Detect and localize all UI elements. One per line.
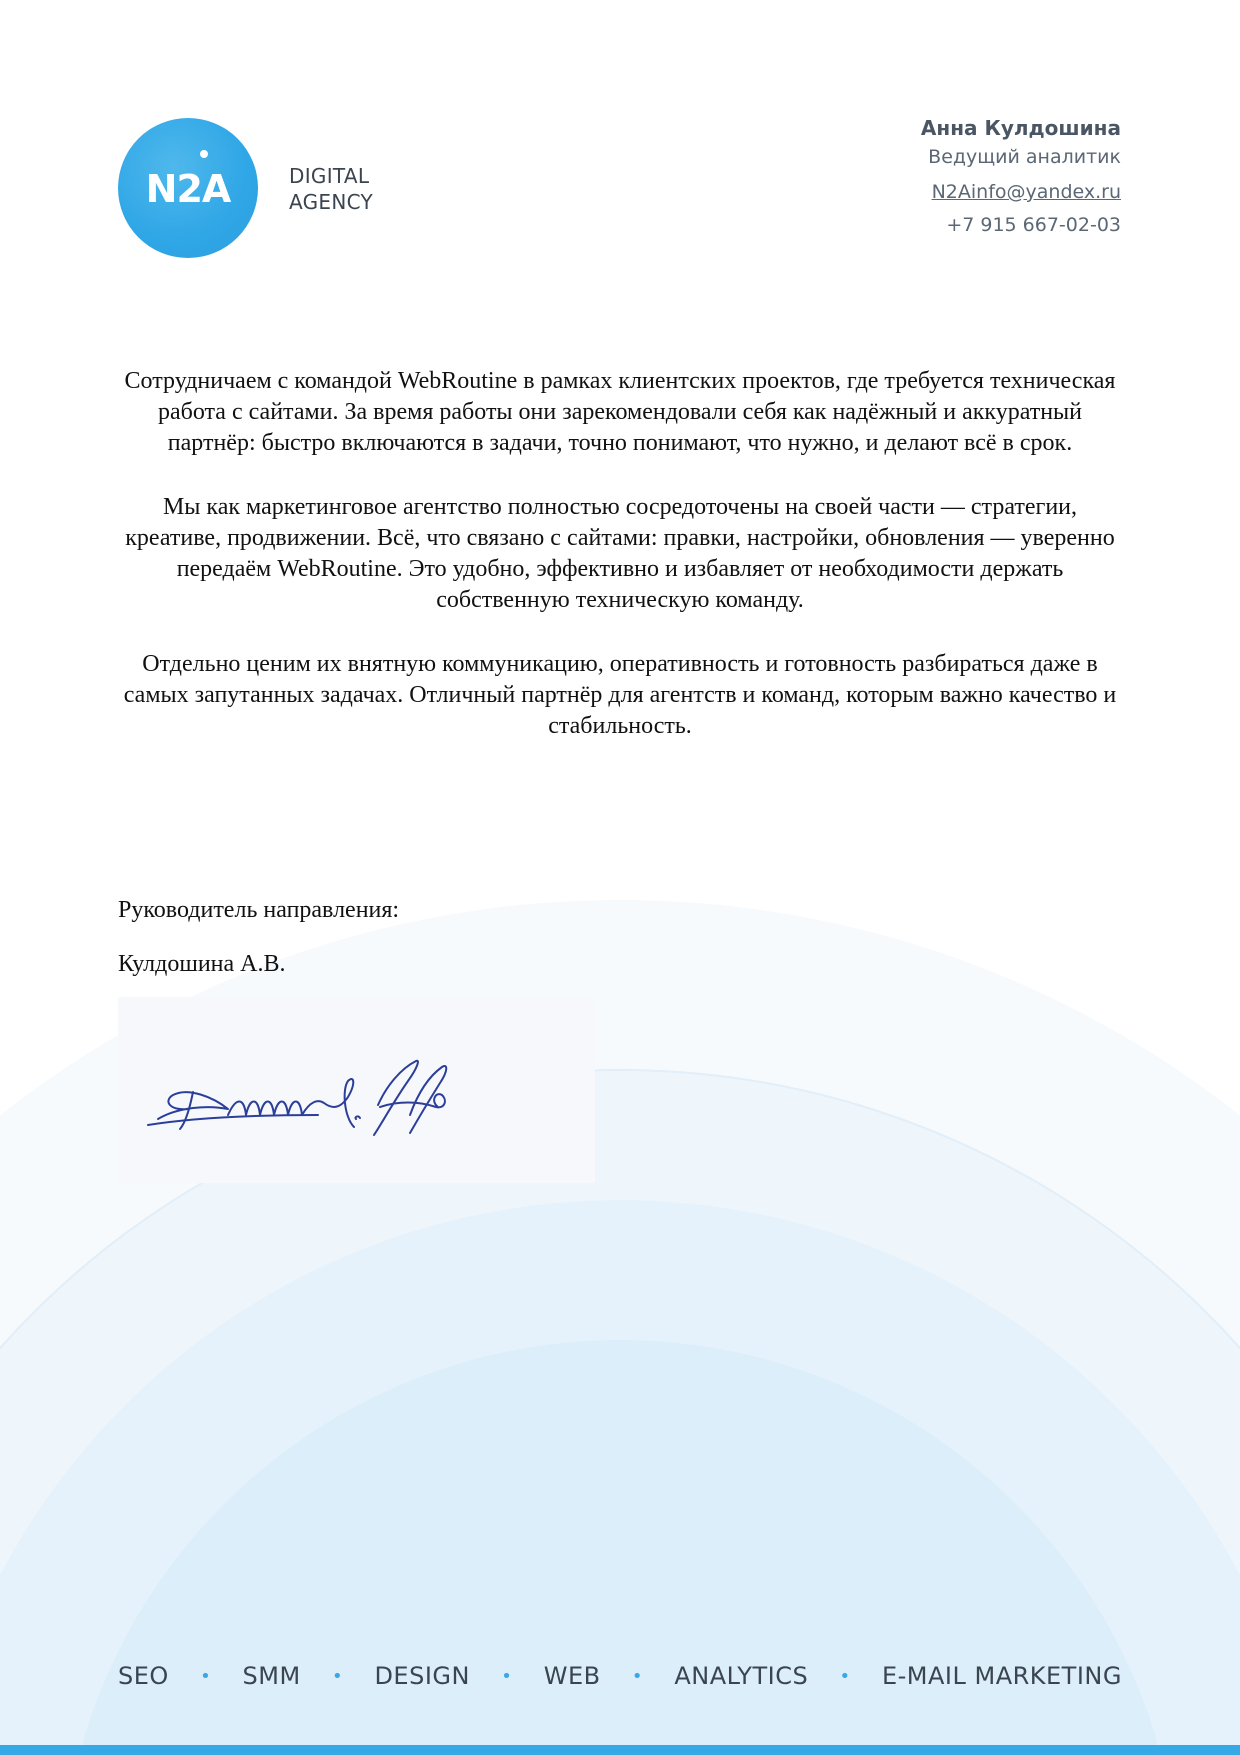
separator-dot: • [631, 1665, 644, 1687]
letterhead [0, 0, 1240, 280]
separator-dot: • [839, 1665, 851, 1687]
contact-email-link[interactable]: N2Ainfo@yandex.ru [931, 181, 1121, 203]
agency-name [289, 163, 373, 215]
separator-dot: • [501, 1665, 513, 1687]
service-design: DESIGN [374, 1662, 470, 1690]
services-footer [0, 1662, 1240, 1698]
contact-role: Ведущий аналитик [928, 146, 1121, 168]
signoff-signer: Кулдошина А.В. [118, 951, 286, 977]
n2a-logo-icon [118, 118, 258, 258]
service-analytics: ANALYTICS [674, 1662, 809, 1690]
separator-dot: • [200, 1665, 212, 1687]
contact-block [921, 114, 1121, 240]
logo-dot [200, 150, 208, 158]
contact-name: Анна Кулдошина [920, 116, 1121, 140]
letter-paragraph-1: Сотрудничаем с командой WebRoutine в рамках клиентских проектов, где требуется техническая работа с сайтами. За время работы они зарекомендовали себя как надёжный и аккуратный партнёр: быстро включаются в задачи, точно понимают, что нужно, и делают всё в срок. [124, 368, 1116, 456]
letter-paragraph-3: Отдельно ценим их внятную коммуникацию, оперативность и готовность разбираться даже в самых запутанных задачах. Отличный партнёр для агентств и команд, которым важно качество и стабильность. [123, 651, 1117, 739]
agency-line-1: DIGITAL [289, 164, 370, 188]
service-email-marketing: E-MAIL MARKETING [881, 1662, 1122, 1690]
signoff-position: Руководитель направления: [118, 897, 400, 923]
services-list [118, 1662, 1122, 1690]
letter-paragraph-2: Мы как маркетинговое агентство полностью сосредоточены на своей части — стратегии, креативе, продвижении. Всё, что связано с сайтами: правки, настройки, обновления — уверенно передаём WebRoutine. Это удобно, эффективно и избавляет от необходимости держать собственную техническую команду. [125, 494, 1115, 613]
service-smm: SMM [242, 1662, 301, 1690]
service-seo: SEO [118, 1662, 169, 1690]
bottom-accent-bar [0, 1745, 1240, 1755]
agency-line-2: AGENCY [289, 190, 374, 214]
signoff-block [118, 895, 399, 979]
contact-phone: +7 915 667-02-03 [946, 214, 1121, 236]
separator-dot: • [332, 1665, 344, 1687]
letter-body [115, 366, 1125, 775]
logo-text: N2A [145, 167, 231, 211]
service-web: WEB [543, 1662, 601, 1690]
handwritten-signature [118, 997, 595, 1183]
